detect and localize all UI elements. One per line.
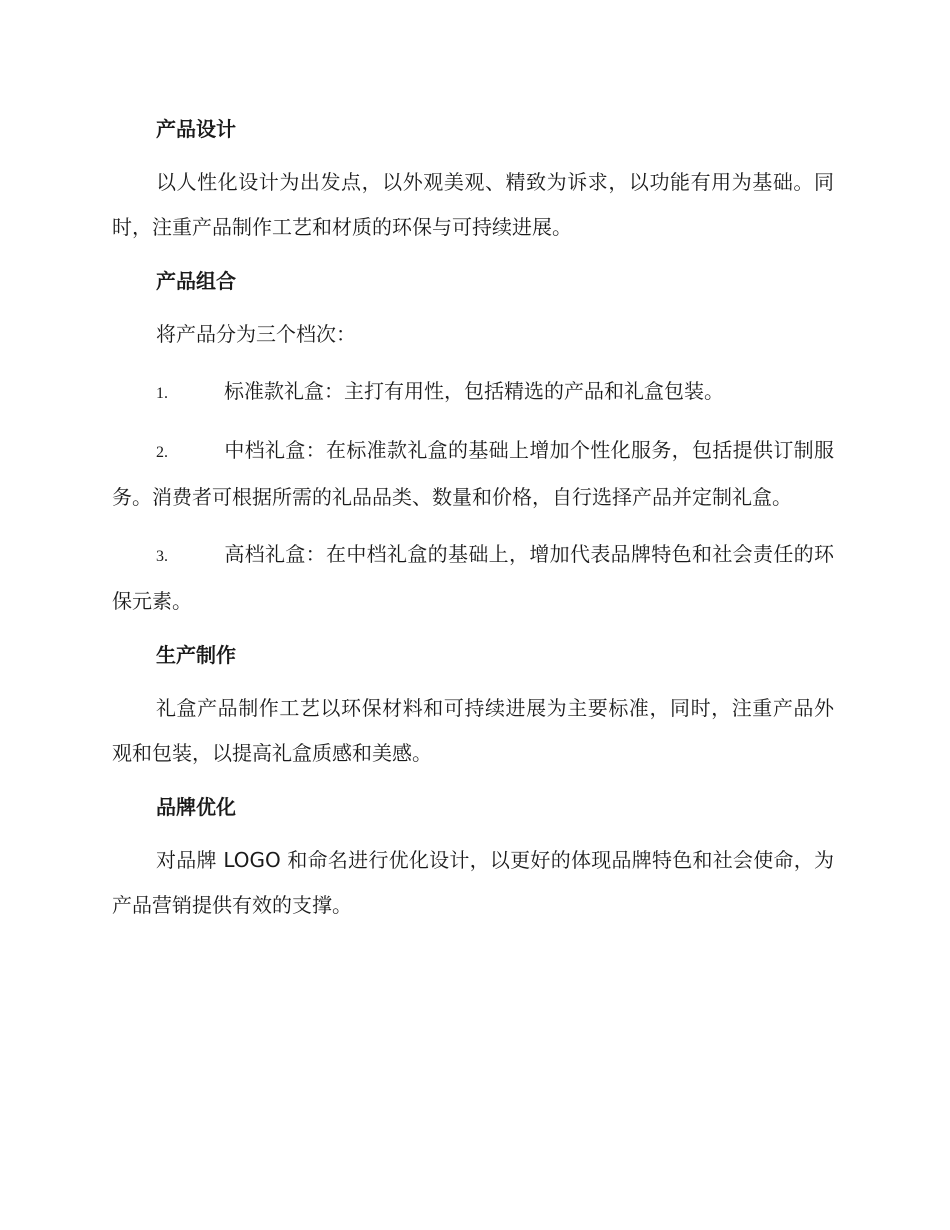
document-body	[112, 110, 834, 928]
paragraph-product-design: 以人性化设计为出发点，以外观美观、精致为诉求，以功能有用为基础。同时，注重产品制作工艺和材质的环保与可持续进展。	[112, 170, 834, 239]
paragraph-production: 礼盒产品制作工艺以环保材料和可持续进展为主要标准，同时，注重产品外观和包装，以提高礼盒质感和美感。	[112, 696, 834, 765]
list-item-text: 高档礼盒：在中档礼盒的基础上，增加代表品牌特色和社会责任的环保元素。	[112, 542, 834, 613]
paragraph-brand-optimization: 对品牌 LOGO 和命名进行优化设计，以更好的体现品牌特色和社会使命，为产品营销提供有效的支撑。	[112, 848, 834, 917]
list-item-text: 标准款礼盒：主打有用性，包括精选的产品和礼盒包装。	[224, 379, 724, 403]
section-heading-product-portfolio: 产品组合	[156, 269, 236, 293]
list-item-number: 1.	[156, 385, 168, 402]
list-item-premium	[112, 532, 834, 624]
list-item-number: 3.	[156, 548, 168, 565]
list-item-number: 2.	[156, 444, 168, 461]
list-item-standard	[112, 369, 834, 416]
list-item-text: 中档礼盒：在标准款礼盒的基础上增加个性化服务，包括提供订制服务。消费者可根据所需的礼品品类、数量和价格，自行选择产品并定制礼盒。	[112, 438, 834, 509]
paragraph-portfolio-intro: 将产品分为三个档次：	[156, 322, 356, 346]
list-item-midrange	[112, 428, 834, 520]
section-heading-production: 生产制作	[156, 643, 236, 667]
section-heading-brand-optimization: 品牌优化	[156, 795, 236, 819]
section-heading-product-design: 产品设计	[156, 117, 236, 141]
